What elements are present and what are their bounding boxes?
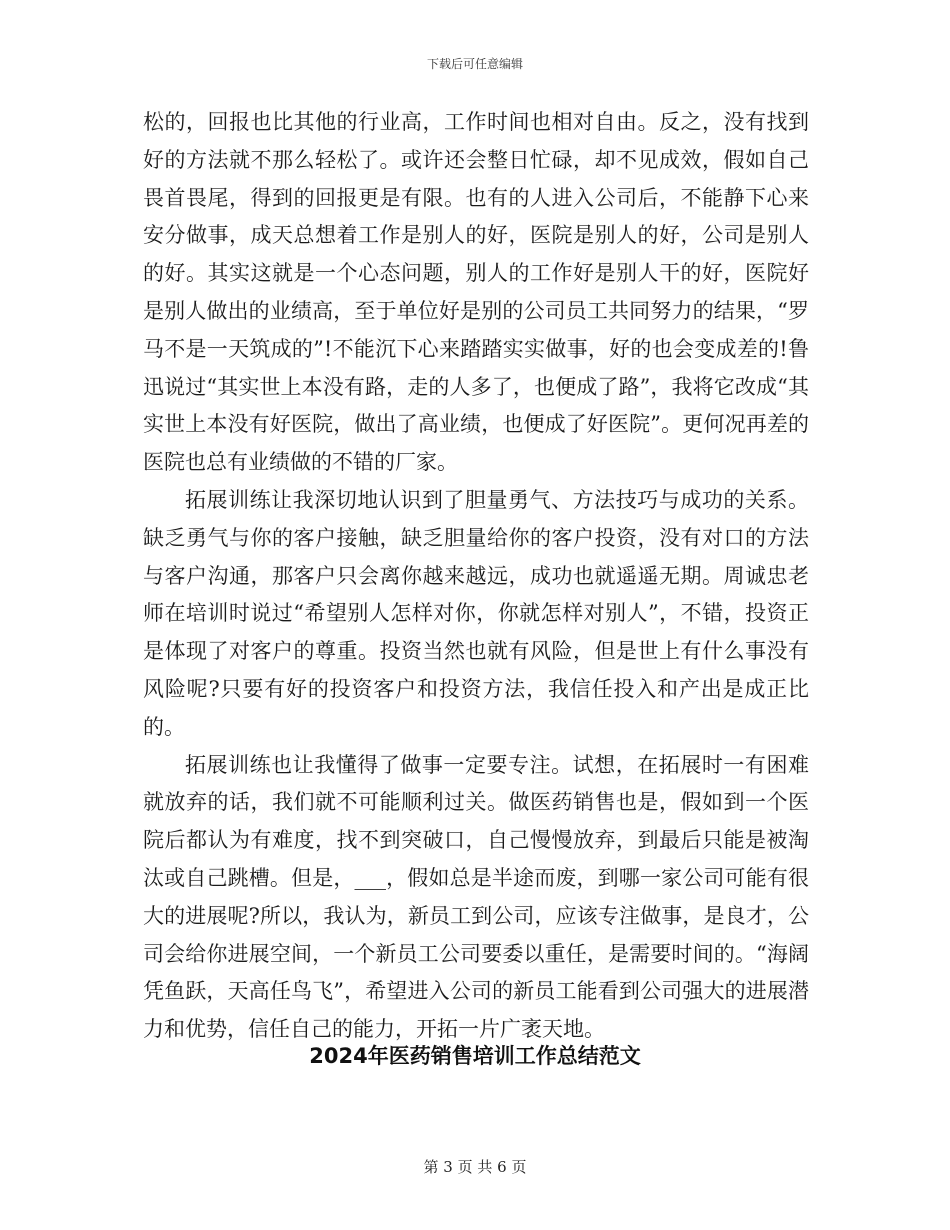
- paragraph-continuation: 松的，回报也比其他的行业高，工作时间也相对自由。反之，没有找到好的方法就不那么轻松了。或许还会整日忙碌，却不见成效，假如自己畏首畏尾，得到的回报更是有限。也有的人进入公司后，不能静下心来安分做事，成天总想着工作是别人的好，医院是别人的好，公司是别人的好。其实这就是一个心态问题，别人的工作好是别人干的好，医院好是别人做出的业绩高，至于单位好是别的公司员工共同努力的结果，“罗马不是一天筑成的”!不能沉下心来踏踏实实做事，好的也会变成差的!鲁迅说过“其实世上本没有路，走的人多了，也便成了路”，我将它改成“其实世上本没有好医院，做出了高业绩，也便成了好医院”。更何况再差的医院也总有业绩做的不错的厂家。: [143, 110, 809, 475]
- document-body: [143, 104, 809, 1049]
- page-number: 第 3 页 共 6 页: [423, 1158, 527, 1176]
- header-note: 下载后可任意编辑: [426, 57, 523, 71]
- paragraph-courage: 拓展训练让我深切地认识到了胆量勇气、方法技巧与成功的关系。缺乏勇气与你的客户接触，缺乏胆量给你的客户投资，没有对口的方法与客户沟通，那客户只会离你越来越远，成功也就遥遥无期。周诚忠老师在培训时说过“希望别人怎样对你，你就怎样对别人”，不错，投资正是体现了对客户的尊重。投资当然也就有风险，但是世上有什么事没有风险呢?只要有好的投资客户和投资方法，我信任投入和产出是成正比的。: [143, 487, 809, 739]
- document-title: 2024年医药销售培训工作总结范文: [309, 1044, 641, 1068]
- paragraph-focus: 拓展训练也让我懂得了做事一定要专注。试想，在拓展时一有困难就放弃的话，我们就不可能顺利过关。做医药销售也是，假如到一个医院后都认为有难度，找不到突破口，自己慢慢放弃，到最后只能是被淘汰或自己跳槽。但是，___，假如总是半途而废，到哪一家公司可能有很大的进展呢?所以，我认为，新员工到公司，应该专注做事，是良才，公司会给你进展空间，一个新员工公司要委以重任，是需要时间的。“海阔凭鱼跃，天高任鸟飞”，希望进入公司的新员工能看到公司强大的进展潜力和优势，信任自己的能力，开拓一片广袤天地。: [143, 752, 809, 1042]
